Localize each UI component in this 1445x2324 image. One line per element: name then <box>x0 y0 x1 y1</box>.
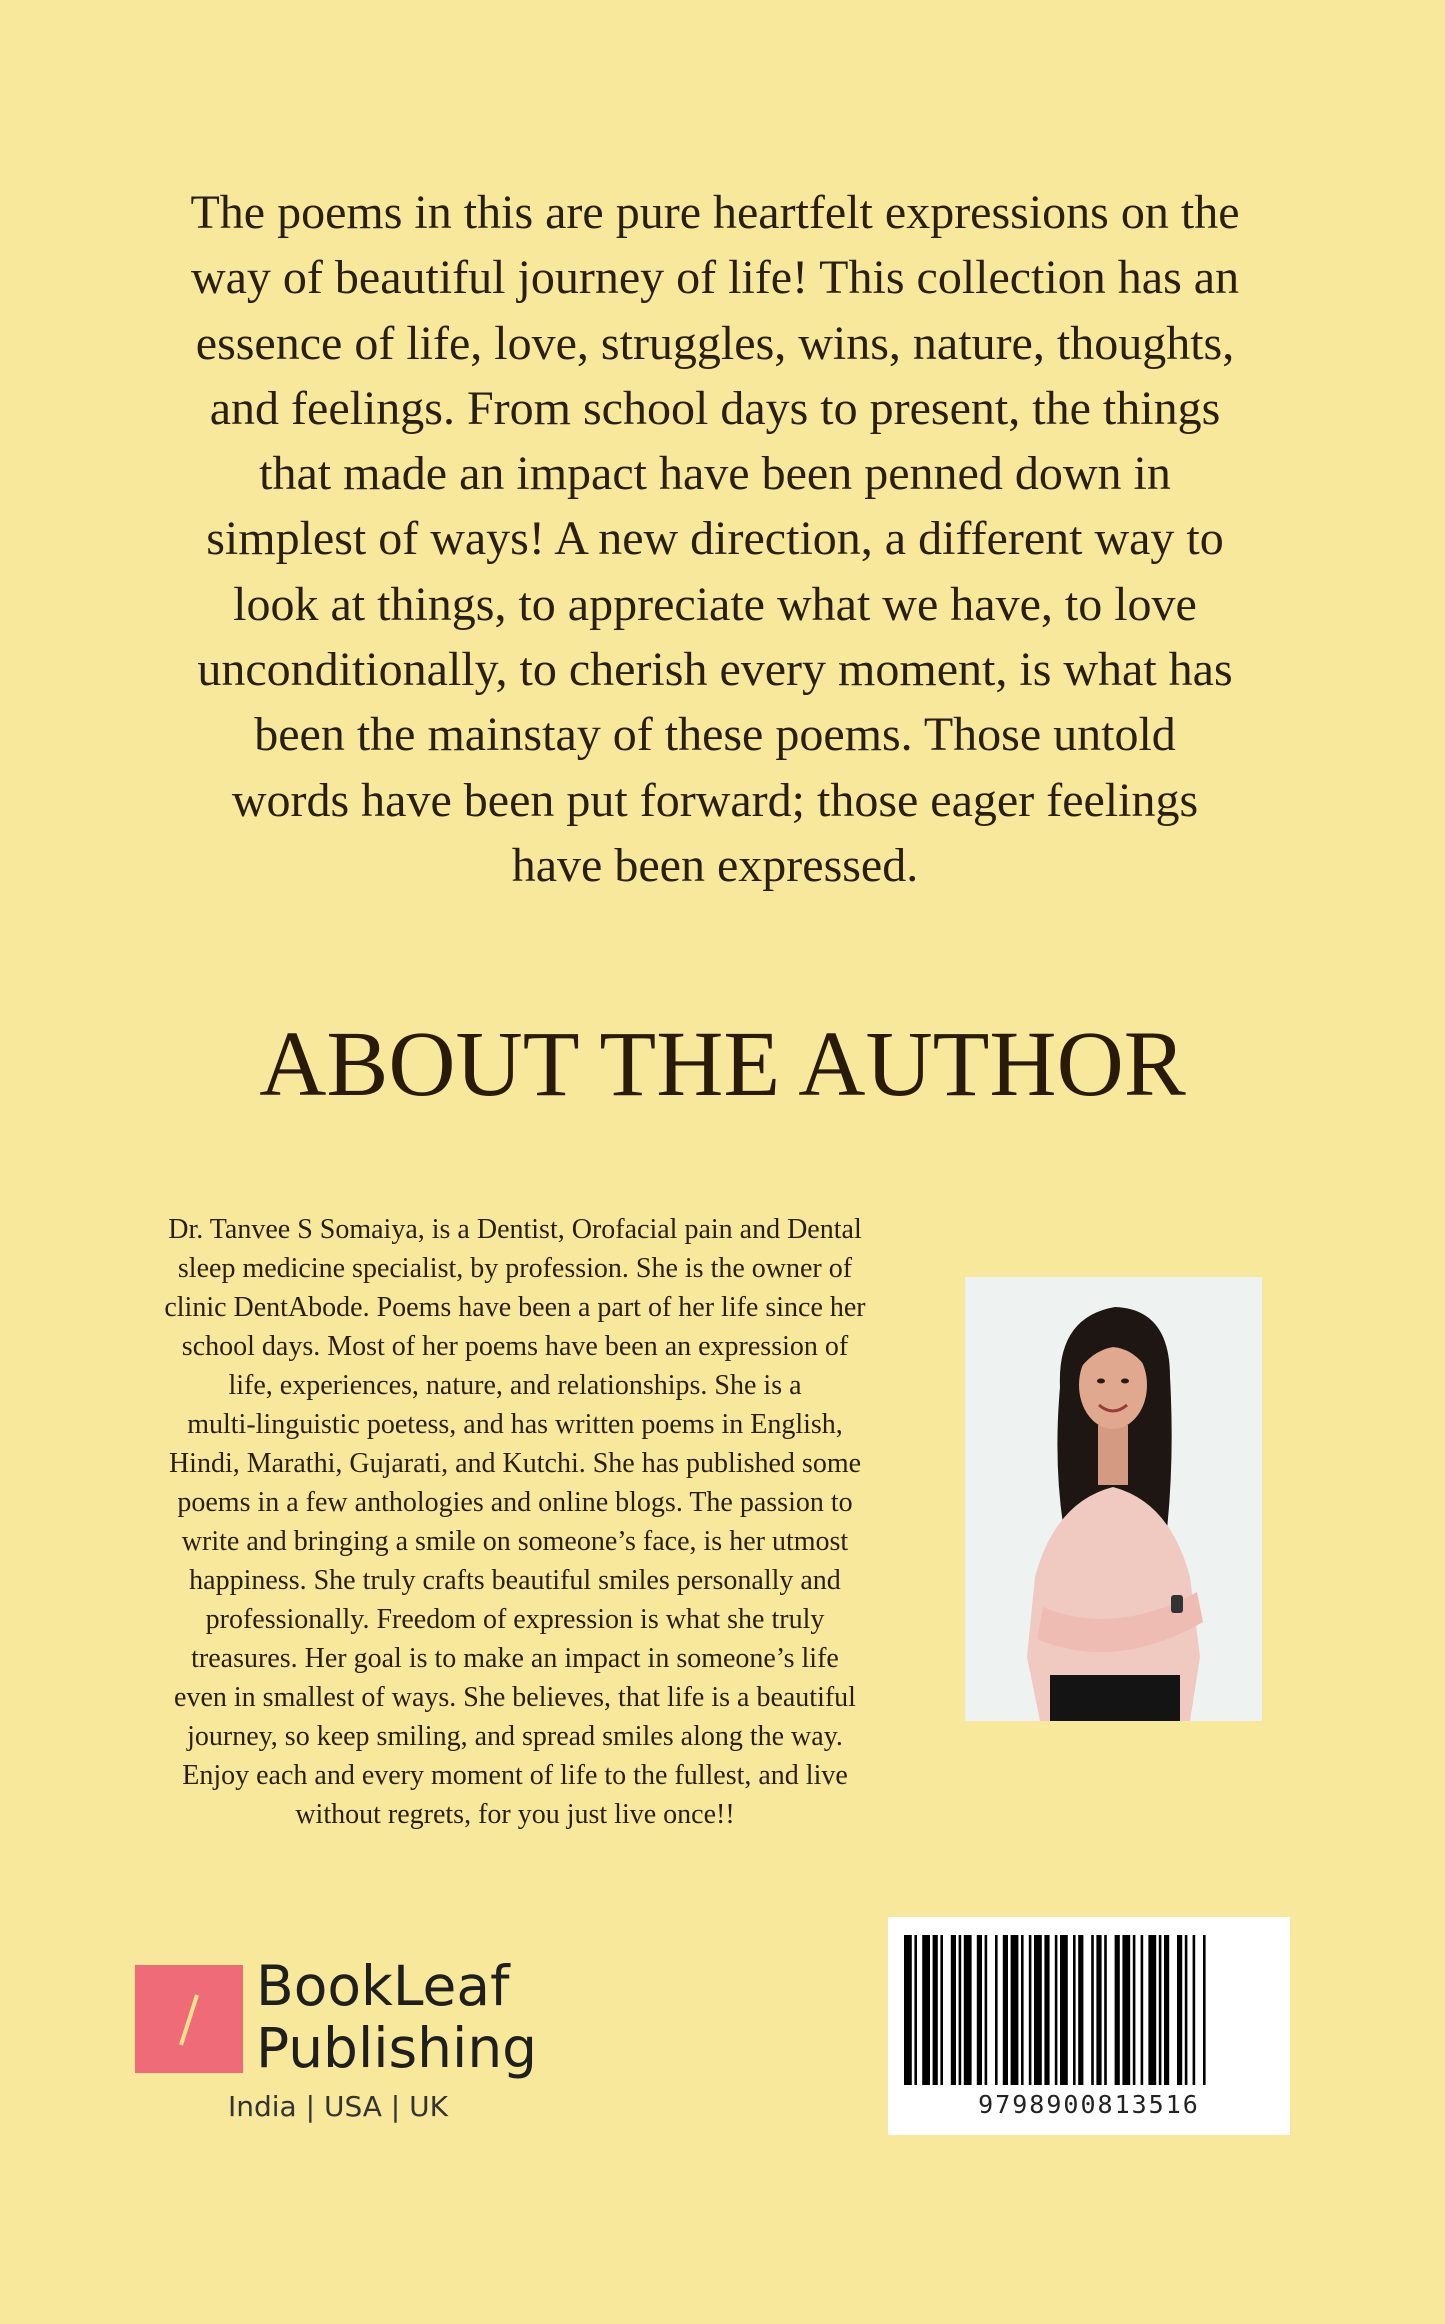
publisher-name <box>256 1955 537 2079</box>
barcode-bar <box>1104 1935 1107 2085</box>
barcode-bar <box>1029 1935 1032 2085</box>
author-portrait-icon <box>965 1277 1262 1721</box>
bio-line: journey, so keep smiling, and spread smiles along the way. <box>187 1721 843 1752</box>
barcode-bar <box>1193 1935 1196 2085</box>
publisher-regions: India | USA | UK <box>228 2090 448 2123</box>
blurb-line: simplest of ways! A new direction, a different way to <box>206 512 1224 566</box>
barcode-bar <box>1044 1935 1049 2085</box>
barcode-bar <box>959 1935 962 2085</box>
blurb-line: words have been put forward; those eager feelings <box>231 773 1199 827</box>
barcode-bar <box>1177 1935 1182 2085</box>
barcode-bar <box>1148 1935 1156 2085</box>
isbn-number: 9798900813516 <box>978 2090 1200 2119</box>
author-bio <box>135 1210 895 1834</box>
barcode-bar <box>1078 1935 1083 2085</box>
barcode-bar <box>964 1935 972 2085</box>
barcode-bar <box>985 1935 988 2085</box>
blurb-line: The poems in this are pure heartfelt expressions on the <box>190 186 1240 239</box>
author-photo <box>965 1277 1262 1721</box>
publisher-name-line2: Publishing <box>256 2016 538 2080</box>
bio-line: without regrets, for you just live once!! <box>295 1799 735 1830</box>
barcode-icon <box>888 1917 1290 2087</box>
bio-line: treasures. Her goal is to make an impact in someone’s life <box>191 1643 839 1674</box>
bookleaf-logo-mark <box>135 1965 243 2073</box>
barcode-bar <box>1055 1935 1058 2085</box>
bio-line: Dr. Tanvee S Somaiya, is a Dentist, Orofacial pain and Dental <box>168 1214 862 1245</box>
barcode-bar <box>1185 1935 1188 2085</box>
blurb-line: unconditionally, to cherish every moment, is what has <box>197 643 1233 697</box>
barcode-bar <box>1034 1935 1042 2085</box>
blurb-line: have been expressed. <box>511 838 919 892</box>
barcode-bar <box>1091 1935 1094 2085</box>
bio-line: multi-linguistic poetess, and has written poems in English, <box>187 1409 843 1440</box>
publisher-name-line1: BookLeaf <box>256 1954 510 2018</box>
barcode-bar <box>1164 1935 1169 2085</box>
blurb-line: that made an impact have been penned down in <box>259 447 1171 501</box>
bio-line: life, experiences, nature, and relationships. She is a <box>228 1370 802 1401</box>
barcode-bar <box>1159 1935 1162 2085</box>
bio-line: Enjoy each and every moment of life to the fullest, and live <box>182 1760 848 1791</box>
bio-line: Hindi, Marathi, Gujarati, and Kutchi. She has published some <box>168 1448 862 1479</box>
bio-line: happiness. She truly crafts beautiful smiles personally and <box>189 1565 841 1596</box>
bio-line: professionally. Freedom of expression is what she truly <box>205 1604 825 1635</box>
blurb-line: essence of life, love, struggles, wins, nature, thoughts, <box>195 316 1235 370</box>
barcode-bar <box>1115 1935 1120 2085</box>
barcode-bar <box>922 1935 930 2085</box>
barcode-bar <box>1141 1935 1144 2085</box>
barcode-bar <box>1011 1935 1019 2085</box>
barcode-bar <box>995 1935 998 2085</box>
bio-line: write and bringing a smile on someone’s face, is her utmost <box>181 1526 849 1557</box>
barcode-bar <box>1203 1935 1206 2085</box>
bio-line: sleep medicine specialist, by profession. She is the owner of <box>177 1253 853 1284</box>
blurb-line: and feelings. From school days to present, the things <box>209 381 1221 435</box>
barcode-bar <box>933 1935 938 2085</box>
barcode-bar <box>1133 1935 1136 2085</box>
barcode-bar <box>1096 1935 1101 2085</box>
bio-line: clinic DentAbode. Poems have been a part of her life since her <box>164 1292 866 1323</box>
blurb-line: way of beautiful journey of life! This collection has an <box>190 251 1240 305</box>
barcode-bar <box>904 1935 912 2085</box>
barcode-bar <box>951 1935 956 2085</box>
barcode-bar <box>914 1935 917 2085</box>
barcode-bar <box>977 1935 982 2085</box>
barcode-bar <box>1122 1935 1130 2085</box>
blurb-line: been the mainstay of these poems. Those untold <box>254 708 1176 762</box>
blurb-line: look at things, to appreciate what we have, to love <box>233 577 1197 631</box>
barcode-bar <box>1060 1935 1068 2085</box>
bio-line: school days. Most of her poems have been an expression of <box>181 1331 849 1362</box>
bio-line: poems in a few anthologies and online blogs. The passion to <box>177 1487 853 1518</box>
barcode-bar <box>1073 1935 1076 2085</box>
barcode-bar <box>1003 1935 1008 2085</box>
barcode-bar <box>940 1935 943 2085</box>
barcode-bar <box>1021 1935 1024 2085</box>
slash-icon <box>135 1965 243 2073</box>
cover-blurb <box>150 180 1280 898</box>
bio-line: even in smallest of ways. She believes, that life is a beautiful <box>174 1682 856 1713</box>
isbn-barcode <box>888 1917 1290 2135</box>
about-author-heading: ABOUT THE AUTHOR <box>259 1013 1186 1116</box>
